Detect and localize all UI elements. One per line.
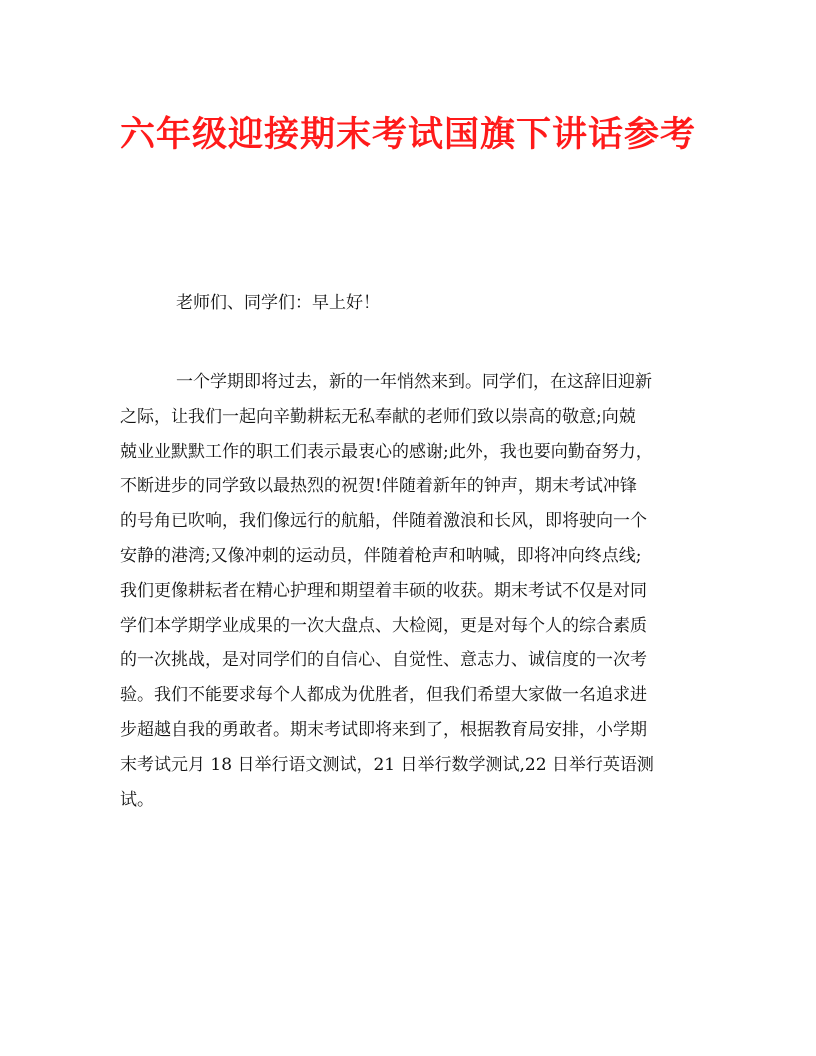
paragraph-line: 的号角已吹响，我们像远行的航船，伴随着激浪和长风，即将驶向一个	[120, 511, 647, 532]
paragraph-line: 我们更像耕耘者在精心护理和期望着丰硕的收获。期末考试不仅是对同	[120, 580, 647, 601]
body-paragraph	[120, 365, 700, 817]
paragraph-line: 不断进步的同学致以最热烈的祝贺!伴随着新年的钟声，期末考试冲锋	[120, 476, 637, 497]
paragraph-line: 的一次挑战，是对同学们的自信心、自觉性、意志力、诚信度的一次考	[120, 650, 647, 671]
paragraph-line: 末考试元月 18 日举行语文测试，21 日举行数学测试,22 日举行英语测	[120, 754, 654, 775]
document-title: 六年级迎接期末考试国旗下讲话参考	[119, 114, 696, 155]
paragraph-line: 步超越自我的勇敢者。期末考试即将来到了，根据教育局安排，小学期	[120, 719, 647, 740]
paragraph-line: 验。我们不能要求每个人都成为优胜者，但我们希望大家做一名追求进	[120, 685, 647, 706]
paragraph-line: 安静的港湾;又像冲刺的运动员，伴随着枪声和呐喊，即将冲向终点线;	[120, 545, 642, 566]
paragraph-line: 一个学期即将过去，新的一年悄然来到。同学们，在这辞旧迎新	[176, 372, 652, 392]
paragraph-line: 之际，让我们一起向辛勤耕耘无私奉献的老师们致以崇高的敬意;向兢	[120, 406, 636, 427]
paragraph-line: 试。	[120, 789, 154, 810]
paragraph-line: 兢业业默默工作的职工们表示最衷心的感谢;此外，我也要向勤奋努力，	[120, 441, 653, 462]
paragraph-line: 学们本学期学业成果的一次大盘点、大检阅，更是对每个人的综合素质	[120, 615, 647, 636]
salutation: 老师们、同学们：早上好！	[176, 293, 380, 313]
